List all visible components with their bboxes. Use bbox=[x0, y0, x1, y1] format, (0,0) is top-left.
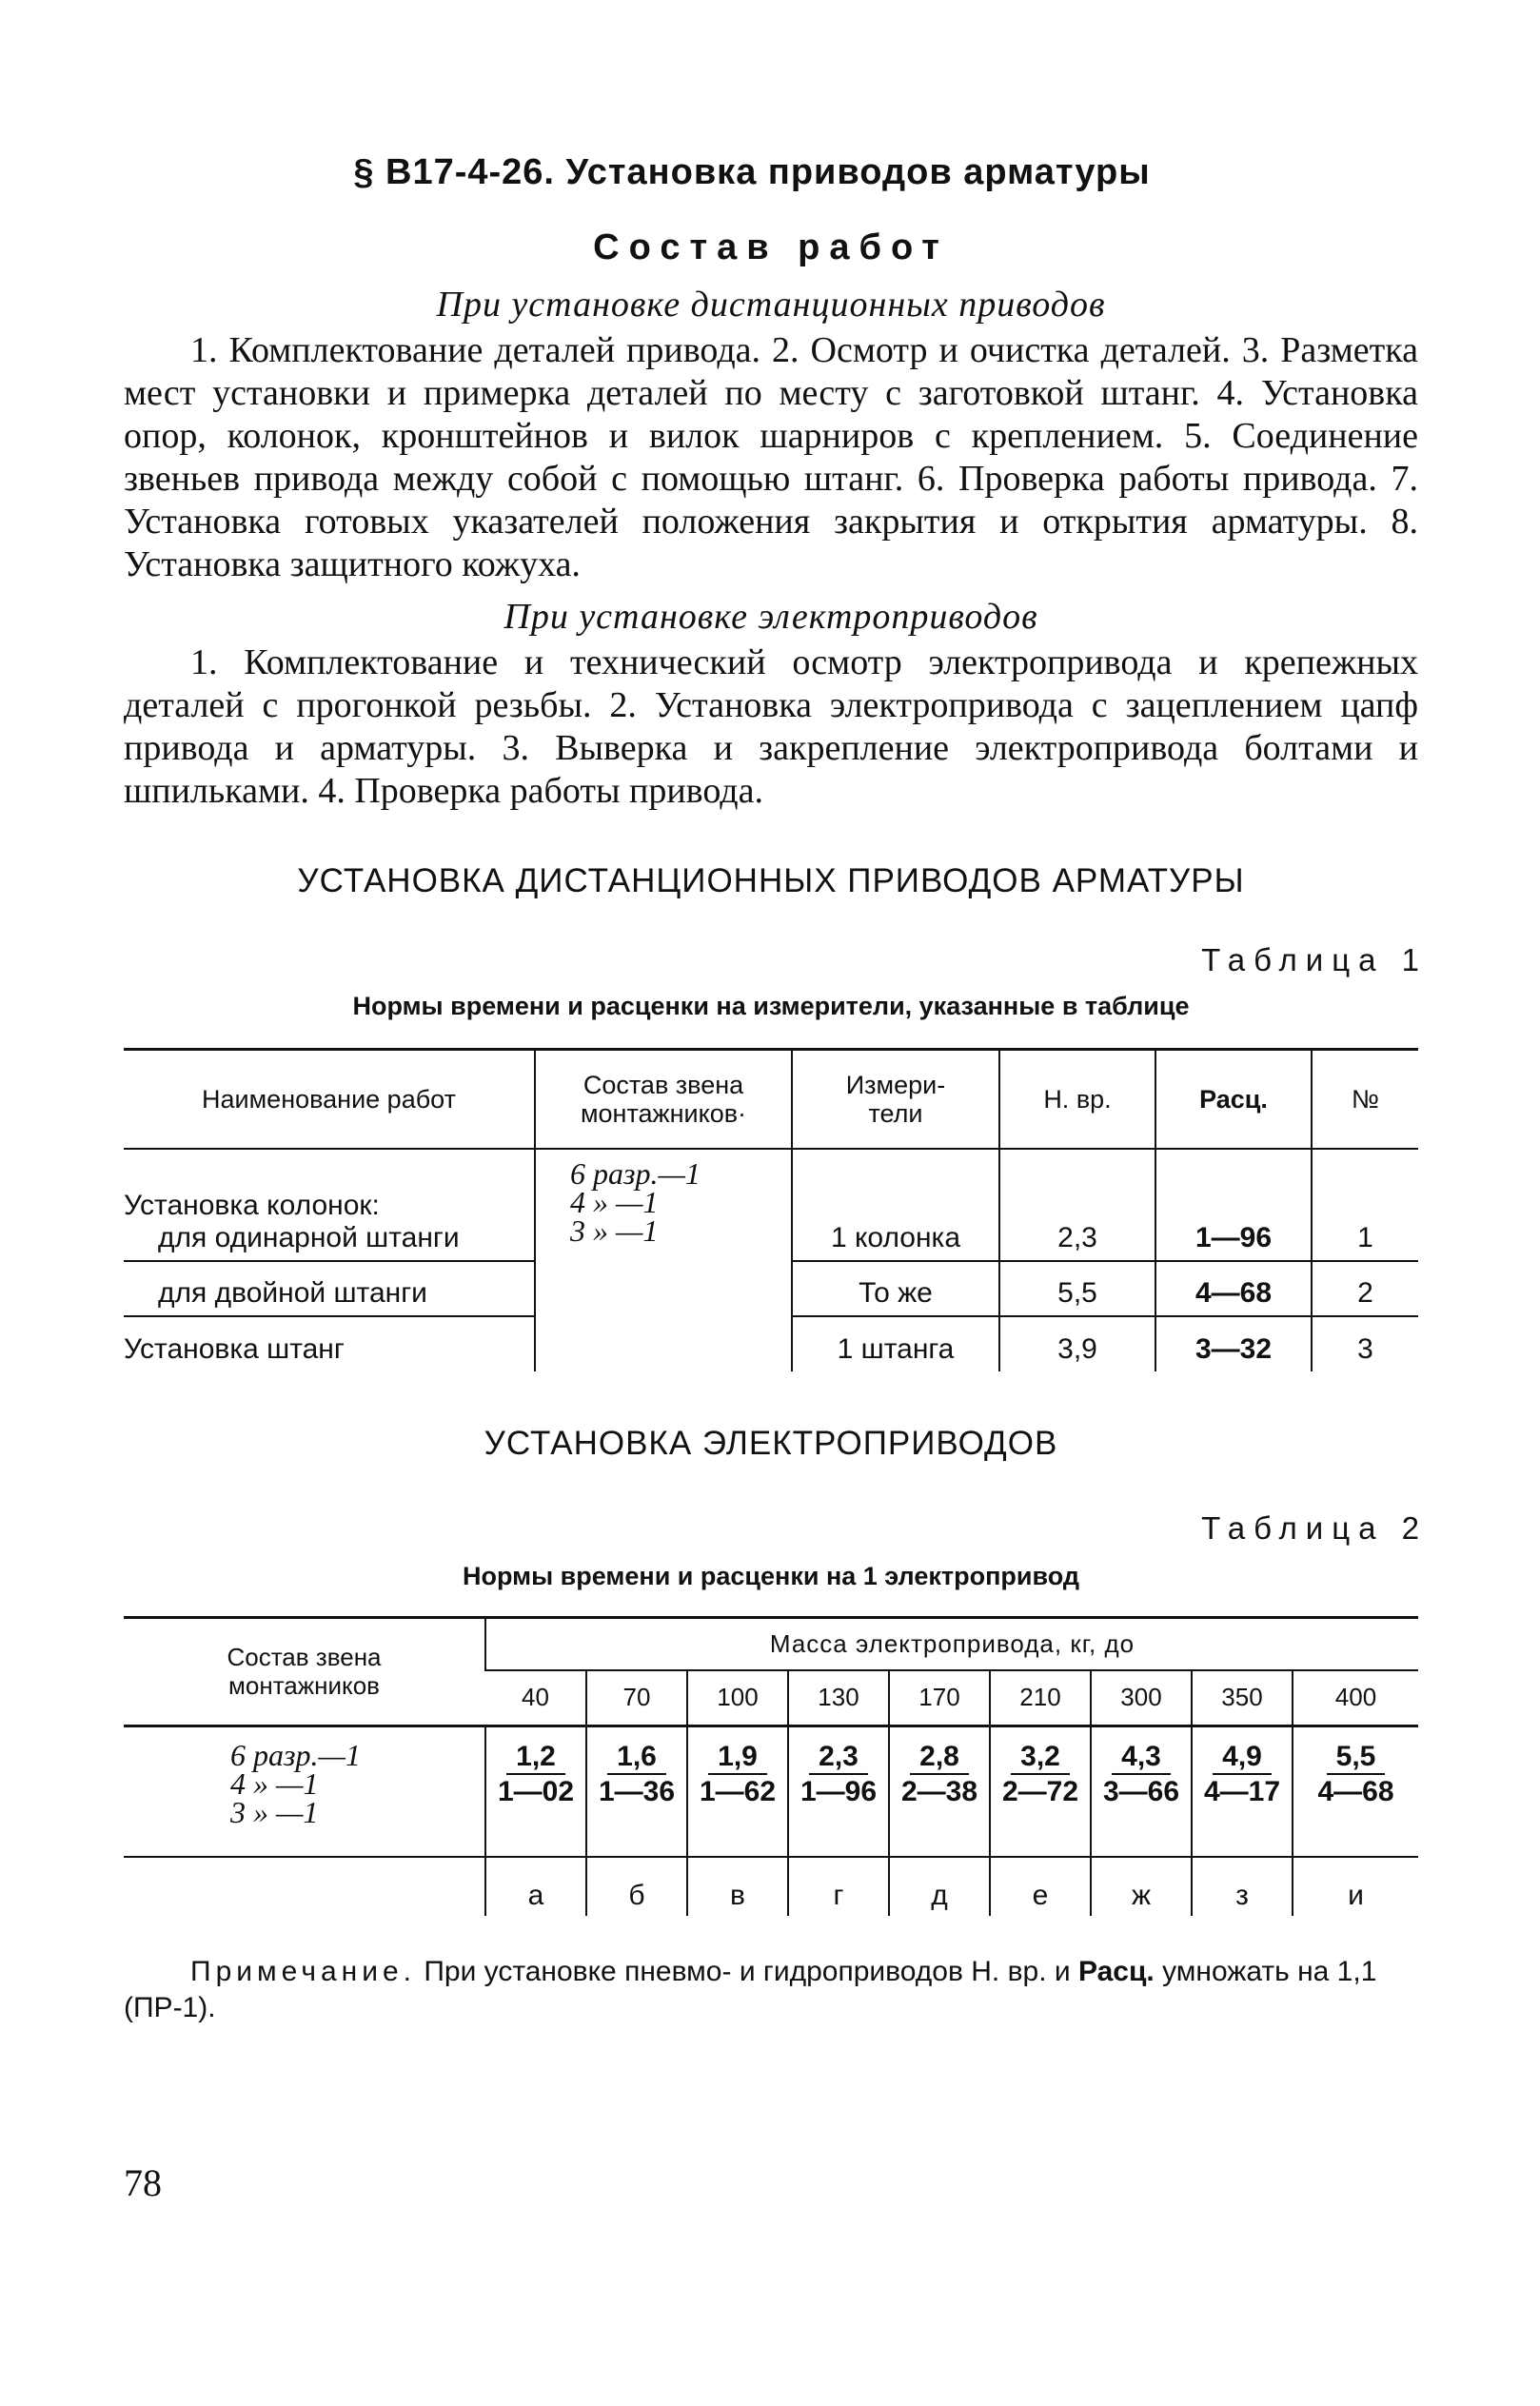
column-letter: и bbox=[1293, 1857, 1418, 1916]
subtitle: Состав работ bbox=[593, 227, 949, 267]
row1-name-line2: для одинарной штанги bbox=[158, 1221, 460, 1253]
header-rasc: Расц. bbox=[1155, 1050, 1312, 1149]
value-cell bbox=[1293, 1726, 1418, 1857]
rasc-value: 3—66 bbox=[1102, 1775, 1180, 1807]
note-text-1: При установке пневмо- и гидроприводов Н. вр. и bbox=[415, 1956, 1078, 1987]
mass-column-header: 100 bbox=[687, 1670, 788, 1726]
sostav-line2: 4 » —1 bbox=[230, 1765, 319, 1801]
value-cell bbox=[1192, 1726, 1293, 1857]
row3-nvr: 3,9 bbox=[999, 1316, 1155, 1371]
nvr-value: 2,3 bbox=[809, 1741, 868, 1775]
sostav-line2: 4 » —1 bbox=[570, 1184, 659, 1219]
header-sostav-line2: монтажников· bbox=[580, 1098, 747, 1128]
nvr-value: 1,6 bbox=[607, 1741, 666, 1775]
mass-column-header: 70 bbox=[586, 1670, 687, 1726]
table1-section-title: УСТАНОВКА ДИСТАНЦИОННЫХ ПРИВОДОВ АРМАТУРЫ bbox=[297, 862, 1245, 899]
sostav-line3: 3 » —1 bbox=[230, 1794, 319, 1829]
column-letter: е bbox=[990, 1857, 1091, 1916]
row2-izm: То же bbox=[792, 1261, 999, 1316]
row1-name bbox=[124, 1149, 535, 1261]
header-sostav-line1: Состав звена bbox=[582, 1070, 744, 1099]
section1-text: 1. Комплектование деталей привода. 2. Осмотр и очистка деталей. 3. Разметка мест установки и примерка деталей по месту с заготовкой штанг. 4. Установка опор, колонок, кронштейнов и вилок шарниров с креплением. 5. Соединение звеньев привода между собой с помощью штанг. 6. Проверка работы привода. 7. Установка готовых указателей положения закрытия и открытия арматуры. 8. Установка защитного кожуха. bbox=[124, 330, 1418, 584]
sostav-line1: 6 разр.—1 bbox=[570, 1155, 701, 1191]
rasc-value: 1—36 bbox=[598, 1775, 676, 1807]
table2-caption: Нормы времени и расценки на 1 электропривод bbox=[463, 1561, 1079, 1590]
nvr-value: 1,9 bbox=[708, 1741, 767, 1775]
rasc-value: 1—02 bbox=[497, 1775, 575, 1807]
mass-column-header: 130 bbox=[788, 1670, 889, 1726]
column-letter: г bbox=[788, 1857, 889, 1916]
rasc-value: 1—96 bbox=[800, 1775, 878, 1807]
document-page bbox=[124, 152, 1428, 2026]
header-izm-line1: Измери- bbox=[845, 1070, 946, 1099]
sostav-line1: 6 разр.—1 bbox=[230, 1737, 361, 1772]
table2-number: Таблица 2 bbox=[1201, 1509, 1428, 1546]
header-sostav-line1: Состав звена bbox=[227, 1643, 382, 1671]
note-bold: Расц. bbox=[1077, 1956, 1155, 1987]
header-nvr: Н. вр. bbox=[999, 1050, 1155, 1149]
row2-nvr: 5,5 bbox=[999, 1261, 1155, 1316]
row3-num: 3 bbox=[1312, 1316, 1418, 1371]
value-cell bbox=[485, 1726, 586, 1857]
table1-header-row bbox=[124, 1050, 1418, 1149]
mass-column-header: 210 bbox=[990, 1670, 1091, 1726]
value-cell bbox=[889, 1726, 990, 1857]
nvr-value: 1,2 bbox=[506, 1741, 565, 1775]
mass-column-header: 40 bbox=[485, 1670, 586, 1726]
value-cell bbox=[687, 1726, 788, 1857]
page-title: § В17-4-26. Установка приводов арматуры bbox=[353, 152, 1151, 192]
row3-rasc: 3—32 bbox=[1155, 1316, 1312, 1371]
table2-sostav bbox=[124, 1726, 485, 1857]
row2-name-text: для двойной штанги bbox=[158, 1276, 427, 1309]
table2-header-row bbox=[124, 1617, 1418, 1670]
letters-empty-cell bbox=[124, 1857, 485, 1916]
nvr-value: 3,2 bbox=[1011, 1741, 1070, 1775]
rasc-value: 4—17 bbox=[1203, 1775, 1281, 1807]
table2-letters-row bbox=[124, 1857, 1418, 1916]
row2-rasc: 4—68 bbox=[1155, 1261, 1312, 1316]
header-izm bbox=[792, 1050, 999, 1149]
sostav-line3: 3 » —1 bbox=[570, 1213, 659, 1248]
mass-column-header: 350 bbox=[1192, 1670, 1293, 1726]
row3-izm: 1 штанга bbox=[792, 1316, 999, 1371]
table1-sostav bbox=[535, 1149, 792, 1371]
section1-heading: При установке дистанционных приводов bbox=[436, 285, 1106, 325]
mass-column-header: 400 bbox=[1293, 1670, 1418, 1726]
column-letter: д bbox=[889, 1857, 990, 1916]
mass-column-header: 170 bbox=[889, 1670, 990, 1726]
value-cell bbox=[586, 1726, 687, 1857]
value-cell bbox=[1091, 1726, 1192, 1857]
table-row bbox=[124, 1149, 1418, 1261]
rasc-value: 2—72 bbox=[1001, 1775, 1079, 1807]
header-sostav bbox=[535, 1050, 792, 1149]
header-num: № bbox=[1312, 1050, 1418, 1149]
column-letter: з bbox=[1192, 1857, 1293, 1916]
value-cell bbox=[788, 1726, 889, 1857]
nvr-value: 4,3 bbox=[1112, 1741, 1171, 1775]
row2-num: 2 bbox=[1312, 1261, 1418, 1316]
value-cell bbox=[990, 1726, 1091, 1857]
header-izm-line2: тели bbox=[868, 1098, 923, 1128]
table2-header-sostav bbox=[124, 1617, 485, 1726]
table1-number: Таблица 1 bbox=[1201, 942, 1428, 977]
row2-name bbox=[124, 1261, 535, 1316]
column-letter: в bbox=[687, 1857, 788, 1916]
page-number: 78 bbox=[124, 2161, 162, 2204]
table1 bbox=[124, 1048, 1418, 1371]
row1-num: 1 bbox=[1312, 1149, 1418, 1261]
rasc-value: 1—62 bbox=[699, 1775, 777, 1807]
nvr-value: 5,5 bbox=[1327, 1741, 1386, 1775]
table2-header-mass: Масса электропривода, кг, до bbox=[485, 1617, 1418, 1670]
table2-section-title: УСТАНОВКА ЭЛЕКТРОПРИВОДОВ bbox=[484, 1424, 1058, 1462]
table2 bbox=[124, 1616, 1418, 1917]
column-letter: а bbox=[485, 1857, 586, 1916]
row1-izm: 1 колонка bbox=[792, 1149, 999, 1261]
rasc-value: 4—68 bbox=[1317, 1775, 1394, 1807]
table-row bbox=[124, 1726, 1418, 1857]
row1-name-line1: Установка колонок: bbox=[124, 1189, 380, 1221]
mass-column-header: 300 bbox=[1091, 1670, 1192, 1726]
header-sostav-line2: монтажников bbox=[228, 1671, 380, 1700]
row1-rasc: 1—96 bbox=[1155, 1149, 1312, 1261]
note-text-2: умножать на 1,1 (ПР-1). bbox=[124, 1956, 1377, 2023]
header-name: Наименование работ bbox=[124, 1050, 535, 1149]
section2-heading: При установке электроприводов bbox=[503, 597, 1038, 637]
row1-nvr: 2,3 bbox=[999, 1149, 1155, 1261]
nvr-value: 2,8 bbox=[910, 1741, 969, 1775]
section2-text: 1. Комплектование и технический осмотр электропривода и крепежных деталей с прогонкой резьбы. 2. Установка электропривода с зацеплением цапф привода и арматуры. 3. Выверка и закрепление электропривода болтами и шпильками. 4. Проверка работы привода. bbox=[124, 642, 1418, 811]
note bbox=[124, 1954, 1418, 2026]
nvr-value: 4,9 bbox=[1213, 1741, 1272, 1775]
note-label: Примечание. bbox=[190, 1956, 416, 1987]
table1-caption: Нормы времени и расценки на измерители, указанные в таблице bbox=[352, 992, 1190, 1020]
column-letter: ж bbox=[1091, 1857, 1192, 1916]
column-letter: б bbox=[586, 1857, 687, 1916]
row3-name: Установка штанг bbox=[124, 1332, 345, 1365]
rasc-value: 2—38 bbox=[900, 1775, 978, 1807]
